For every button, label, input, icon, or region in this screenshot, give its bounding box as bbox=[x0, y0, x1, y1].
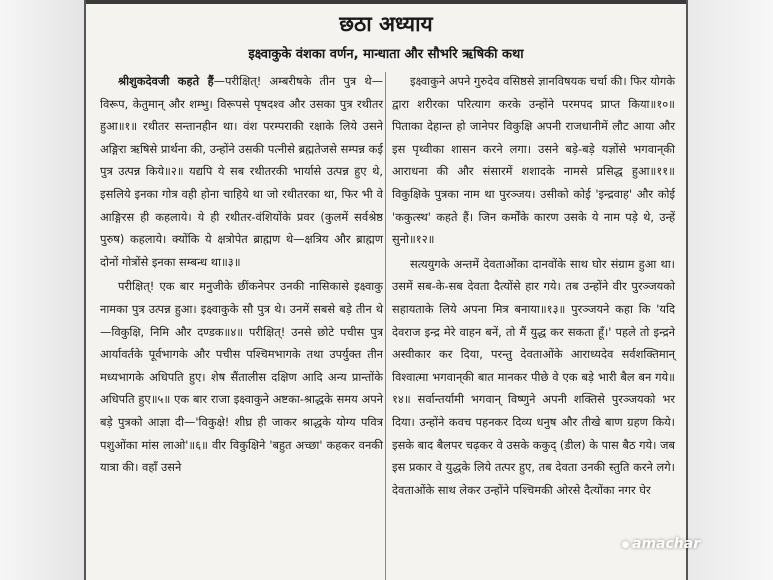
book-page bbox=[84, 0, 688, 580]
watermark-text: amachar bbox=[632, 536, 701, 552]
right-text-column bbox=[392, 70, 675, 501]
chapter-subtitle: इक्ष्वाकुके वंशका वर्णन, मान्धाता और सौभरि ऋषिकी कथा bbox=[248, 47, 524, 62]
watermark-logo bbox=[622, 536, 700, 552]
right-margin bbox=[688, 0, 773, 580]
left-paragraph-1 bbox=[100, 70, 383, 273]
page-top-border bbox=[86, 0, 686, 4]
left-text-column bbox=[100, 70, 383, 479]
chapter-title: छठा अध्याय bbox=[339, 12, 433, 36]
left-margin bbox=[0, 0, 84, 580]
watermark-dot-icon bbox=[622, 541, 629, 548]
speaker-lead: श्रीशुकदेवजी कहते हैं bbox=[118, 74, 214, 88]
left-paragraph-2: परीक्षित्! एक बार मनुजीके छींकनेपर उनकी नासिकासे इक्ष्वाकु नामका पुत्र उत्पन्न हुआ। इक्ष्वाकुके सौ पुत्र थे। उनमें सबसे बड़े तीन थे—विकुक्षि, निमि और दण्डक॥४॥ परीक्षित्! उनसे छोटे पचीस पुत्र आर्यावर्तके पूर्वभागके और पचीस पश्चिमभागके तथा उपर्युक्त तीन मध्यभागके अधिपति हुए। शेष सैंतालीस दक्षिण आदि अन्य प्रान्तोंके अधिपति हुए॥५॥ एक बार राजा इक्ष्वाकुने अष्टका-श्राद्धके समय अपने बड़े पुत्रको आज्ञा दी—'विकुक्षे! शीघ्र ही जाकर श्राद्धके योग्य पवित्र पशुओंका मांस लाओ'॥६॥ वीर विकुक्षिने 'बहुत अच्छा' कहकर वनकी यात्रा की। वहाँ उसने bbox=[100, 279, 383, 475]
left-paragraph-1-body: —परीक्षित्! अम्बरीषके तीन पुत्र थे—विरूप, केतुमान् और शम्भु। विरूपसे पृषदश्व और उसका पुत्र रथीतर हुआ॥१॥ रथीतर सन्तानहीन था। वंश परम्पराकी रक्षाके लिये उसने अङ्गिरा ऋषिसे प्रार्थना की, उन्होंने उसकी पत्नीसे ब्रह्मतेजसे सम्पन्न कई पुत्र उत्पन्न किये॥२॥ यद्यपि ये सब रथीतरकी भार्यासे उत्पन्न हुए थे, इसलिये इनका गोत्र वही होना चाहिये था जो रथीतरका था, फिर भी वे आङ्गिरस ही कहलाये। ये ही रथीतर-वंशियोंके प्रवर (कुलमें सर्वश्रेष्ठ पुरुष) कहलाये। क्योंकि ये क्षत्रोपेत ब्राह्मण थे—क्षत्रिय और ब्राह्मण दोनों गोत्रोंसे इनका सम्बन्ध था॥३॥ bbox=[100, 74, 384, 269]
column-divider bbox=[385, 72, 386, 580]
right-paragraph-2: सत्ययुगके अन्तमें देवताओंका दानवोंके साथ घोर संग्राम हुआ था। उसमें सब-के-सब देवता दैत्योंसे हार गये। तब उन्होंने वीर पुरञ्जयको सहायताके लिये अपना मित्र बनाया॥१३॥ पुरञ्जयने कहा कि 'यदि देवराज इन्द्र मेरे वाहन बनें, तो मैं युद्ध कर सकता हूँ।' पहले तो इन्द्रने अस्वीकार कर दिया, परन्तु देवताओंके आराध्यदेव सर्वशक्तिमान् विश्वात्मा भगवान्‌की बात मानकर पीछे वे एक बड़े भारी बैल बन गये॥१४॥ सर्वान्तर्यामी भगवान् विष्णुने अपनी शक्तिसे पुरञ्जयको भर दिया। उन्होंने कवच पहनकर दिव्य धनुष और तीखे बाण ग्रहण किये। इसके बाद बैलपर चढ़कर वे उसके ककुद् (डील) के पास बैठ गये। जब इस प्रकार वे युद्धके लिये तत्पर हुए, तब देवता उनकी स्तुति करने लगे। देवताओंके साथ लेकर उन्होंने पश्चिमकी ओरसे दैत्योंका नगर घेर bbox=[392, 256, 675, 497]
right-paragraph-1: इक्ष्वाकुने अपने गुरुदेव वसिष्ठसे ज्ञानविषयक चर्चा की। फिर योगके द्वारा शरीरका परित्याग करके उन्होंने परमपद प्राप्त किया॥१०॥ पिताका देहान्त हो जानेपर विकुक्षि अपनी राजधानीमें लौट आया और इस पृथ्वीका शासन करने लगा। उसने बड़े-बड़े यज्ञोंसे भगवान्‌की आराधना की और संसारमें शशादके नामसे प्रसिद्ध हुआ॥११॥ विकुक्षिके पुत्रका नाम था पुरञ्जय। उसीको कोई 'इन्द्रवाह' और कोई 'ककुत्स्थ' कहते हैं। जिन कर्मोंके कारण उसके ये नाम पड़े थे, उन्हें सुनो॥१२॥ bbox=[392, 74, 675, 247]
